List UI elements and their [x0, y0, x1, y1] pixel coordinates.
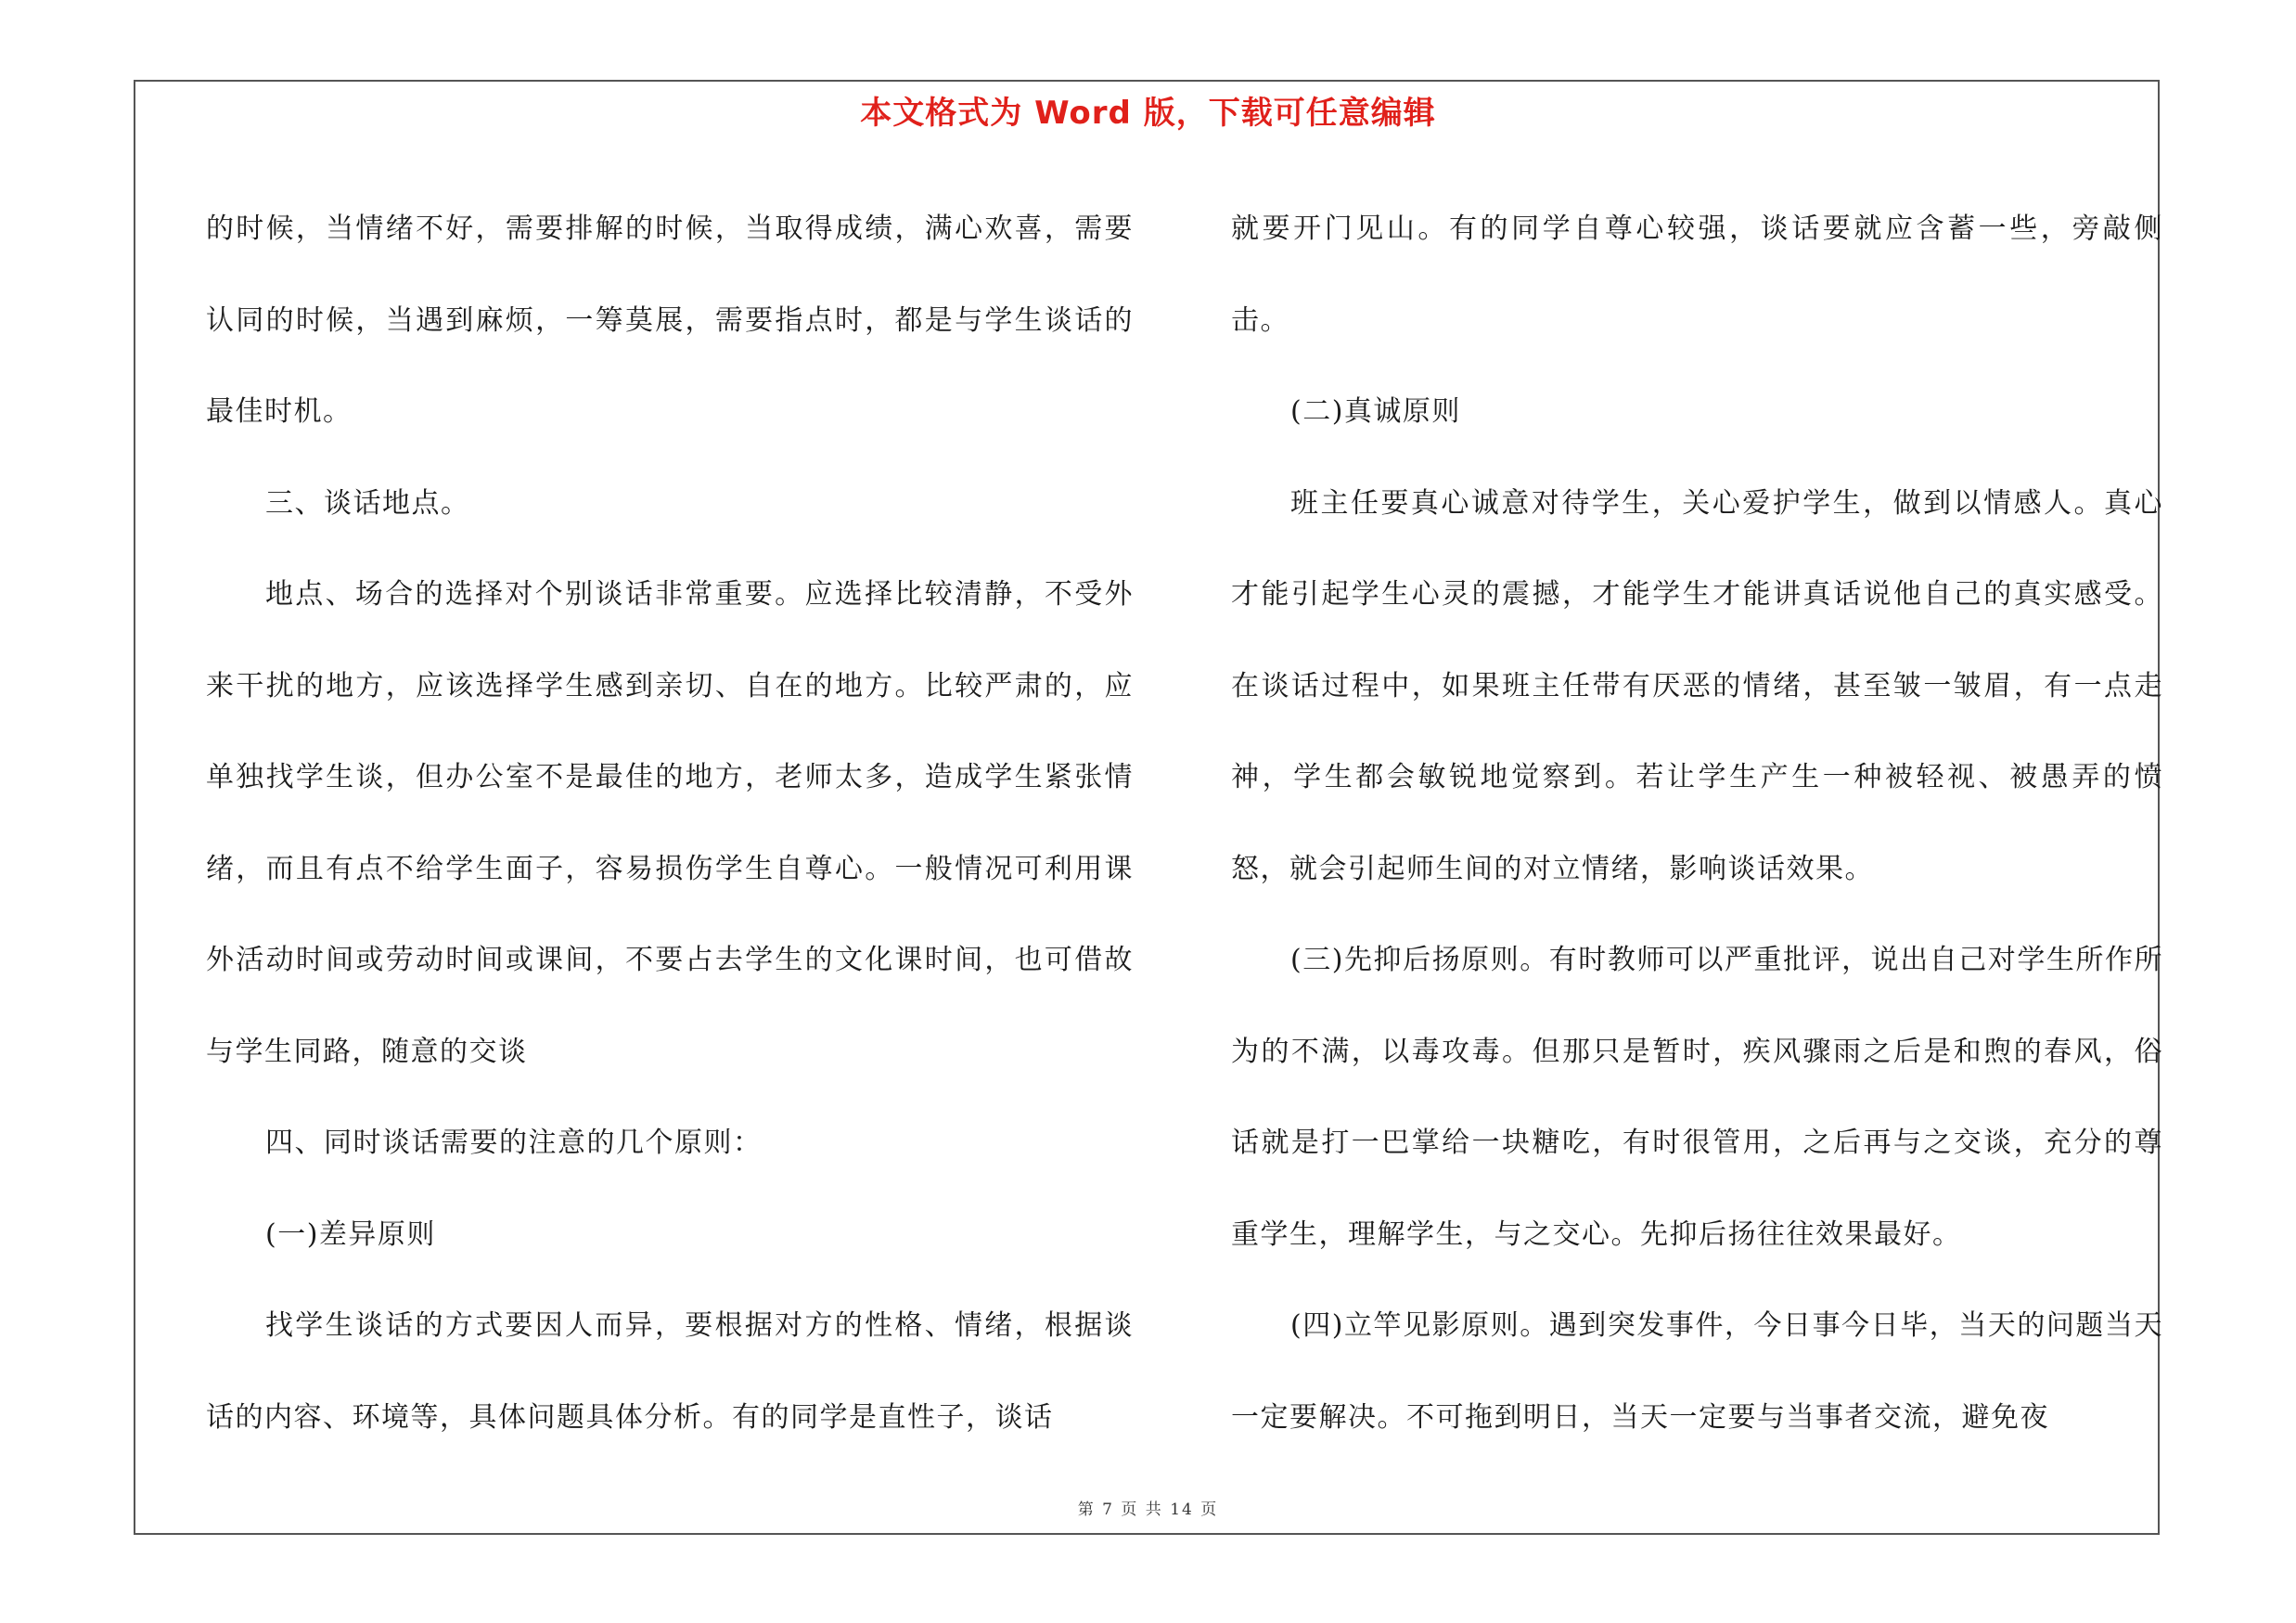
paragraph: 地点、场合的选择对个别谈话非常重要。应选择比较清静，不受外来干扰的地方，应该选择学生感到亲切、自在的地方。比较严肃的，应单独找学生谈，但办公室不是最佳的地方，老师太多，造成学生紧张情绪，而且有点不给学生面子，容易损伤学生自尊心。一般情况可利用课外活动时间或劳动时间或课间，不要占去学生的文化课时间，也可借故与学生同路，随意的交谈 — [206, 578, 1134, 1068]
left-column — [206, 184, 1134, 1463]
paragraph: 的时候，当情绪不好，需要排解的时候，当取得成绩，满心欢喜，需要认同的时候，当遇到麻烦，一筹莫展，需要指点时，都是与学生谈话的最佳时机。 — [206, 213, 1134, 428]
paragraph: (三)先抑后扬原则。有时教师可以严重批评，说出自己对学生所作所为的不满，以毒攻毒。但那只是暂时，疾风骤雨之后是和煦的春风，俗话就是打一巴掌给一块糖吃，有时很管用，之后再与之交谈，充分的尊重学生，理解学生，与之交心。先抑后扬往往效果最好。 — [1231, 944, 2163, 1251]
page-number-footer: 第 7 页 共 14 页 — [1077, 1501, 1219, 1519]
subsection-heading: (二)真诚原则 — [1290, 395, 1461, 428]
paragraph: 班主任要真心诚意对待学生，关心爱护学生，做到以情感人。真心才能引起学生心灵的震撼，才能学生才能讲真话说他自己的真实感受。在谈话过程中，如果班主任带有厌恶的情绪，甚至皱一皱眉，有一点走神，学生都会敏锐地觉察到。若让学生产生一种被轻视、被愚弄的愤怒，就会引起师生间的对立情绪，影响谈话效果。 — [1231, 486, 2163, 885]
section-heading: 三、谈话地点。 — [265, 486, 470, 520]
paragraph: (四)立竿见影原则。遇到突发事件，今日事今日毕，当天的问题当天一定要解决。不可拖到明日，当天一定要与当事者交流，避免夜 — [1231, 1309, 2163, 1434]
paragraph: 就要开门见山。有的同学自尊心较强，谈话要就应含蓄一些，旁敲侧击。 — [1231, 213, 2163, 337]
subsection-heading: (一)差异原则 — [265, 1217, 436, 1251]
right-column — [1231, 184, 2163, 1463]
format-banner: 本文格式为 Word 版，下载可任意编辑 — [860, 95, 1436, 132]
paragraph: 找学生谈话的方式要因人而异，要根据对方的性格、情绪，根据谈话的内容、环境等，具体问题具体分析。有的同学是直性子，谈话 — [206, 1309, 1134, 1434]
section-heading: 四、同时谈话需要的注意的几个原则： — [265, 1127, 763, 1159]
